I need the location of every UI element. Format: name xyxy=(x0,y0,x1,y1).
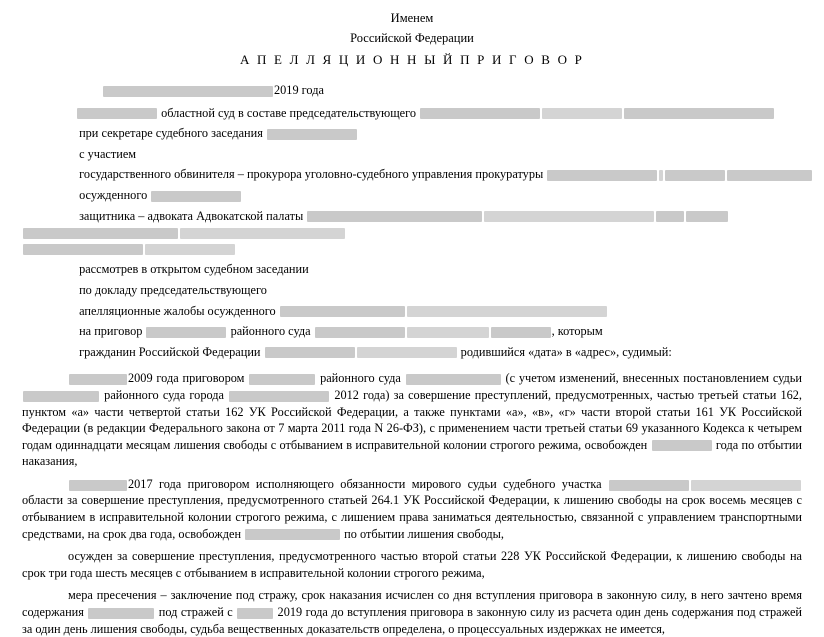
intro-verdict-mid: районного суда xyxy=(230,324,311,339)
intro-court xyxy=(22,105,802,122)
paragraph-conviction-2009: 2009 года приговором районного суда (с учетом изменений, внесенных постановлением судьи районного суда города 2012 года) за совершение преступлений, предусмотренных, частью третьей статьи 162, пунктом «а» части четвертой статьи 162 УК Российской Федерации, а также пунктами «а», «в», «г» части второй статьи 161 УК Российской Федерации (в редакции Федерального закона от 7 марта 2011 года N 26-ФЗ), с применением части третьей статьи 69 указанного Кодекса к четырем годам одиннадцати месяцам лишения свободы с отбыванием в исправительной колонии строгого режима, освобожден года по отбытии наказания, xyxy=(22,371,802,469)
intro-report-text: по докладу председательствующего xyxy=(79,282,267,297)
intro-defender-text: защитника – адвоката Адвокатской палаты xyxy=(79,208,304,223)
intro-report xyxy=(22,282,802,299)
intro-secretary xyxy=(22,125,802,142)
dateline-suffix: 2019 года xyxy=(274,83,324,97)
intro-citizen-post: родившийся «дата» в «адрес», судимый: xyxy=(460,344,672,359)
document-title: А П Е Л Л Я Ц И О Н Н Ы Й П Р И Г О В О Р xyxy=(239,52,585,67)
paragraph-sentence-text: осужден за совершение преступления, предусмотренного частью второй статьи 228 УК Российской Федерации, к лишению свободы на срок три года шесть месяцев с отбыванием в исправительной колонии строгого режима, xyxy=(22,549,802,580)
intro-citizen-text: гражданин Российской Федерации xyxy=(79,344,261,359)
intro-hearing xyxy=(22,261,802,278)
intro-participation xyxy=(22,146,802,163)
paragraph-conviction-2017: 2017 года приговором исполняющего обязанности мирового судьи судебного участка области за совершение преступления, предусмотренного статьей 264.1 УК Российской Федерации, к лишению свободы на срок восемь месяцев с отбыванием в исправительной колонии строгого режима, с лишением права заниматься деятельностью, связанной с управлением транспортными средствами, на срок два года, освобожден по отбытии лишения свободы, xyxy=(22,476,802,541)
intro-hearing-text: рассмотрев в открытом судебном заседании xyxy=(79,262,309,277)
intro-prosecutor-text: государственного обвинителя – прокурора уголовно-судебного управления прокуратуры xyxy=(79,167,544,182)
intro-secretary-text: при секретаре судебного заседания xyxy=(79,126,263,141)
intro-appeals xyxy=(22,303,802,320)
intro-defender xyxy=(22,208,802,225)
intro-court-text: областной суд в составе председательствующего xyxy=(161,105,417,120)
intro-citizen xyxy=(22,344,802,361)
intro-defender-cont2 xyxy=(22,241,802,258)
intro-convict-text: осужденного xyxy=(79,187,148,202)
intro-verdict xyxy=(22,323,802,340)
heading-line-1: Именем xyxy=(390,11,434,25)
intro-verdict-post: , которым xyxy=(551,324,603,339)
intro-convict xyxy=(22,187,802,204)
heading-line-2: Российской Федерации xyxy=(350,31,474,45)
intro-prosecutor xyxy=(22,166,802,183)
paragraph-sentence xyxy=(22,548,802,581)
intro-defender-cont xyxy=(22,224,802,241)
dateline xyxy=(22,82,802,99)
intro-verdict-text: на приговор xyxy=(79,324,143,339)
paragraph-measure: мера пресечения – заключение под стражу, срок наказания исчислен со дня вступления приговора в законную силу, в него зачтено время содержания под стражей с 2019 года до вступления приговора в законную силу из расчета один день содержания под стражей за один день лишения свободы, судьба вещественных доказательств определена, о процессуальных издержках не имеется, xyxy=(22,588,802,636)
intro-participation-text: с участием xyxy=(79,146,137,161)
intro-appeals-text: апелляционные жалобы осужденного xyxy=(79,303,276,318)
